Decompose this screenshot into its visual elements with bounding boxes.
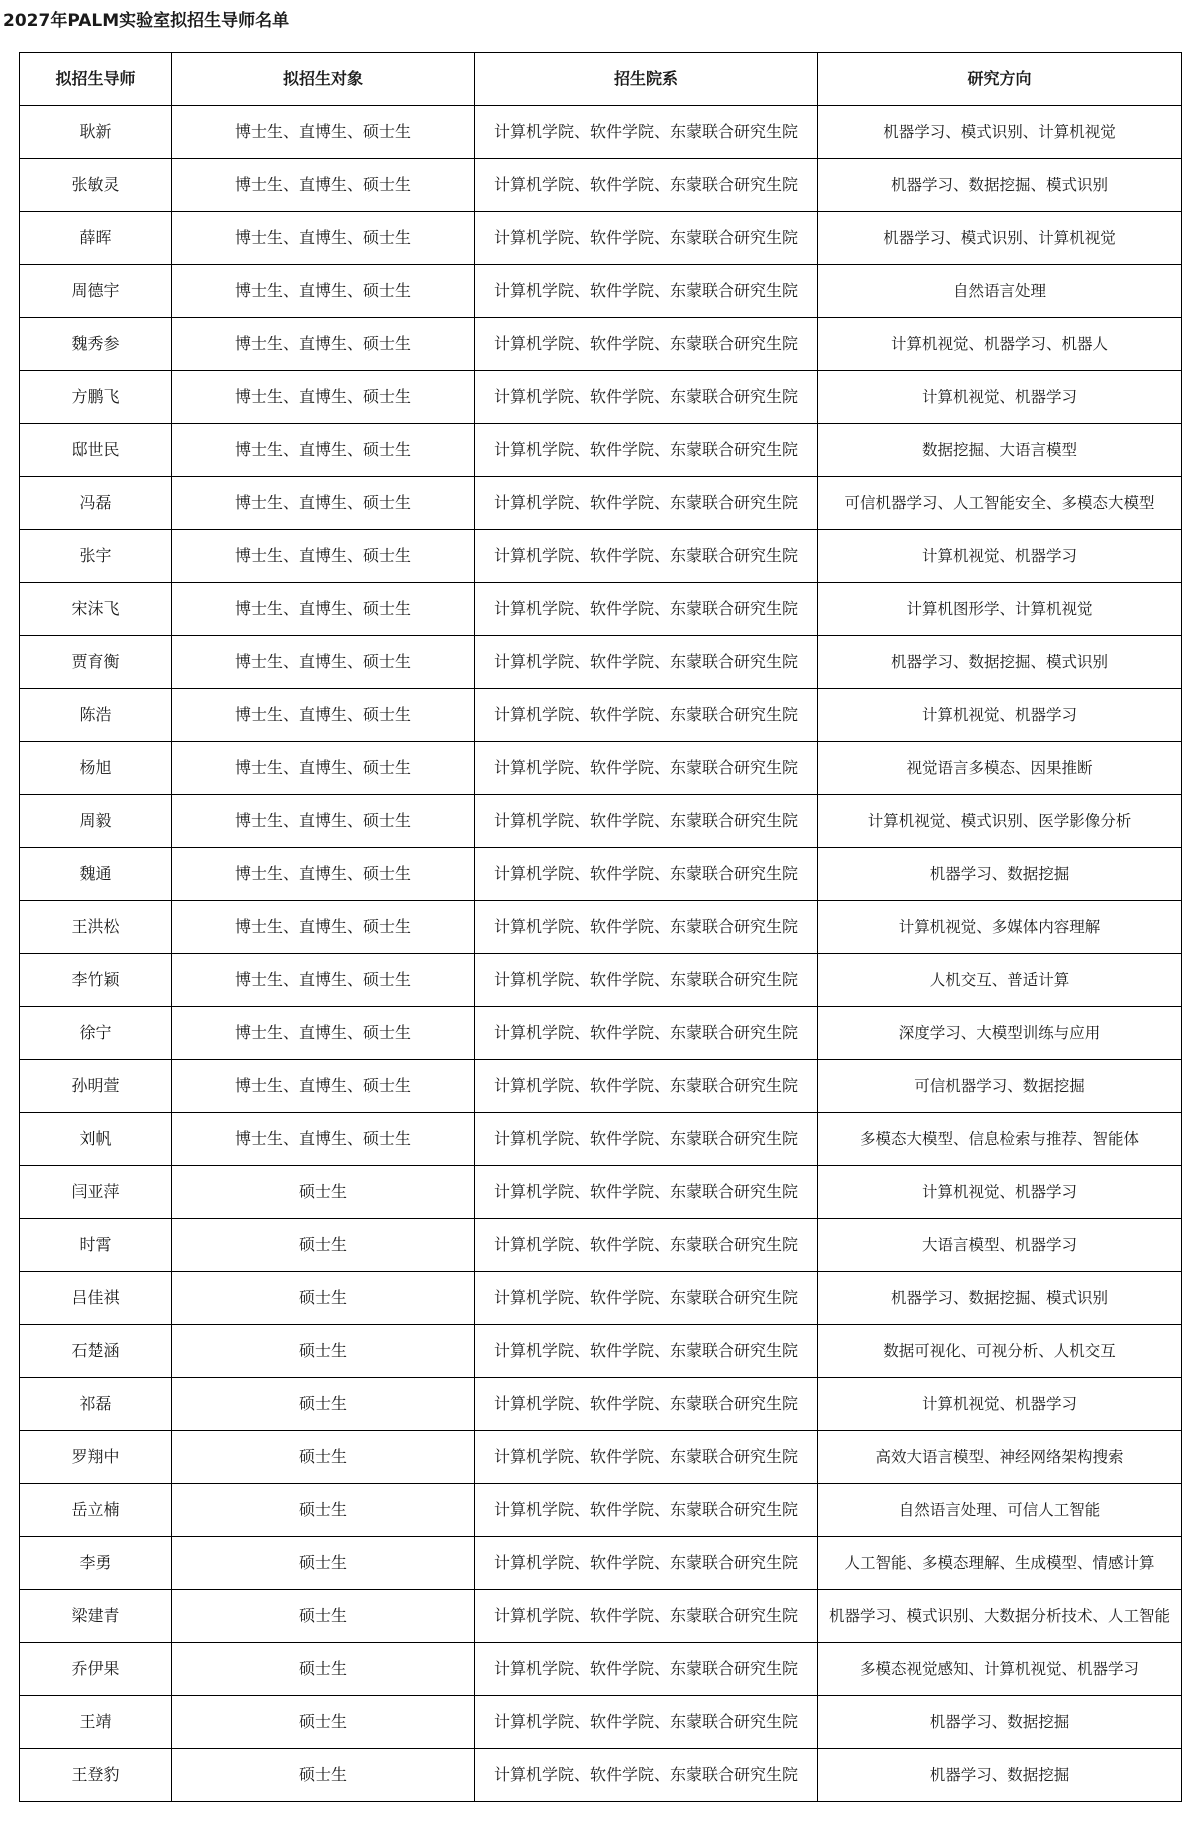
- cell-research-direction: 机器学习、模式识别、计算机视觉: [818, 212, 1182, 265]
- table-row: [20, 424, 1182, 477]
- cell-advisor-name: 吕佳祺: [20, 1272, 172, 1325]
- cell-advisor-name: 张敏灵: [20, 159, 172, 212]
- cell-department: 计算机学院、软件学院、东蒙联合研究生院: [475, 689, 818, 742]
- cell-department: 计算机学院、软件学院、东蒙联合研究生院: [475, 1325, 818, 1378]
- table-row: [20, 636, 1182, 689]
- cell-research-direction: 机器学习、数据挖掘、模式识别: [818, 1272, 1182, 1325]
- cell-student-type: 硕士生: [172, 1272, 475, 1325]
- table-row: [20, 1378, 1182, 1431]
- cell-research-direction: 高效大语言模型、神经网络架构搜索: [818, 1431, 1182, 1484]
- table-row: [20, 1060, 1182, 1113]
- cell-research-direction: 大语言模型、机器学习: [818, 1219, 1182, 1272]
- cell-advisor-name: 周德宇: [20, 265, 172, 318]
- cell-research-direction: 计算机视觉、机器学习、机器人: [818, 318, 1182, 371]
- cell-research-direction: 机器学习、数据挖掘: [818, 1696, 1182, 1749]
- cell-advisor-name: 贾育衡: [20, 636, 172, 689]
- cell-department: 计算机学院、软件学院、东蒙联合研究生院: [475, 848, 818, 901]
- header-research-direction: 研究方向: [818, 53, 1182, 106]
- cell-research-direction: 计算机视觉、多媒体内容理解: [818, 901, 1182, 954]
- cell-advisor-name: 张宇: [20, 530, 172, 583]
- cell-research-direction: 多模态视觉感知、计算机视觉、机器学习: [818, 1643, 1182, 1696]
- cell-advisor-name: 陈浩: [20, 689, 172, 742]
- cell-student-type: 博士生、直博生、硕士生: [172, 636, 475, 689]
- cell-student-type: 博士生、直博生、硕士生: [172, 689, 475, 742]
- cell-student-type: 博士生、直博生、硕士生: [172, 1060, 475, 1113]
- cell-advisor-name: 冯磊: [20, 477, 172, 530]
- cell-student-type: 博士生、直博生、硕士生: [172, 954, 475, 1007]
- cell-student-type: 博士生、直博生、硕士生: [172, 742, 475, 795]
- cell-research-direction: 人工智能、多模态理解、生成模型、情感计算: [818, 1537, 1182, 1590]
- cell-department: 计算机学院、软件学院、东蒙联合研究生院: [475, 1113, 818, 1166]
- cell-department: 计算机学院、软件学院、东蒙联合研究生院: [475, 1166, 818, 1219]
- cell-department: 计算机学院、软件学院、东蒙联合研究生院: [475, 742, 818, 795]
- table-row: [20, 1007, 1182, 1060]
- cell-advisor-name: 薛晖: [20, 212, 172, 265]
- cell-student-type: 硕士生: [172, 1749, 475, 1802]
- table-row: [20, 477, 1182, 530]
- cell-student-type: 硕士生: [172, 1378, 475, 1431]
- cell-department: 计算机学院、软件学院、东蒙联合研究生院: [475, 636, 818, 689]
- cell-student-type: 硕士生: [172, 1166, 475, 1219]
- cell-department: 计算机学院、软件学院、东蒙联合研究生院: [475, 1590, 818, 1643]
- cell-department: 计算机学院、软件学院、东蒙联合研究生院: [475, 1749, 818, 1802]
- cell-research-direction: 可信机器学习、人工智能安全、多模态大模型: [818, 477, 1182, 530]
- table-row: [20, 106, 1182, 159]
- cell-department: 计算机学院、软件学院、东蒙联合研究生院: [475, 795, 818, 848]
- cell-department: 计算机学院、软件学院、东蒙联合研究生院: [475, 583, 818, 636]
- cell-department: 计算机学院、软件学院、东蒙联合研究生院: [475, 106, 818, 159]
- cell-advisor-name: 李竹颖: [20, 954, 172, 1007]
- table-row: [20, 530, 1182, 583]
- cell-student-type: 博士生、直博生、硕士生: [172, 212, 475, 265]
- cell-student-type: 博士生、直博生、硕士生: [172, 477, 475, 530]
- cell-student-type: 博士生、直博生、硕士生: [172, 106, 475, 159]
- cell-advisor-name: 徐宁: [20, 1007, 172, 1060]
- table-row: [20, 1484, 1182, 1537]
- cell-research-direction: 自然语言处理、可信人工智能: [818, 1484, 1182, 1537]
- cell-department: 计算机学院、软件学院、东蒙联合研究生院: [475, 1484, 818, 1537]
- cell-student-type: 博士生、直博生、硕士生: [172, 530, 475, 583]
- cell-department: 计算机学院、软件学院、东蒙联合研究生院: [475, 901, 818, 954]
- cell-student-type: 博士生、直博生、硕士生: [172, 265, 475, 318]
- cell-research-direction: 机器学习、模式识别、大数据分析技术、人工智能: [818, 1590, 1182, 1643]
- table-row: [20, 1431, 1182, 1484]
- table-row: [20, 1113, 1182, 1166]
- cell-student-type: 博士生、直博生、硕士生: [172, 159, 475, 212]
- table-row: [20, 1590, 1182, 1643]
- cell-department: 计算机学院、软件学院、东蒙联合研究生院: [475, 424, 818, 477]
- header-row: [20, 53, 1182, 106]
- cell-department: 计算机学院、软件学院、东蒙联合研究生院: [475, 265, 818, 318]
- cell-advisor-name: 魏通: [20, 848, 172, 901]
- cell-student-type: 硕士生: [172, 1696, 475, 1749]
- cell-student-type: 硕士生: [172, 1537, 475, 1590]
- cell-advisor-name: 李勇: [20, 1537, 172, 1590]
- table-row: [20, 742, 1182, 795]
- cell-student-type: 硕士生: [172, 1590, 475, 1643]
- cell-advisor-name: 石楚涵: [20, 1325, 172, 1378]
- cell-department: 计算机学院、软件学院、东蒙联合研究生院: [475, 530, 818, 583]
- cell-research-direction: 计算机视觉、机器学习: [818, 1166, 1182, 1219]
- cell-research-direction: 计算机视觉、机器学习: [818, 689, 1182, 742]
- table-row: [20, 159, 1182, 212]
- cell-advisor-name: 魏秀参: [20, 318, 172, 371]
- cell-research-direction: 计算机视觉、机器学习: [818, 530, 1182, 583]
- cell-advisor-name: 祁磊: [20, 1378, 172, 1431]
- advisor-table: [19, 52, 1182, 1802]
- cell-research-direction: 计算机视觉、机器学习: [818, 1378, 1182, 1431]
- cell-advisor-name: 方鹏飞: [20, 371, 172, 424]
- cell-research-direction: 机器学习、数据挖掘: [818, 848, 1182, 901]
- cell-student-type: 硕士生: [172, 1643, 475, 1696]
- header-advisor: 拟招生导师: [20, 53, 172, 106]
- cell-advisor-name: 岳立楠: [20, 1484, 172, 1537]
- table-row: [20, 371, 1182, 424]
- cell-advisor-name: 梁建青: [20, 1590, 172, 1643]
- header-department: 招生院系: [475, 53, 818, 106]
- cell-research-direction: 自然语言处理: [818, 265, 1182, 318]
- table-row: [20, 583, 1182, 636]
- cell-advisor-name: 乔伊果: [20, 1643, 172, 1696]
- cell-research-direction: 视觉语言多模态、因果推断: [818, 742, 1182, 795]
- cell-department: 计算机学院、软件学院、东蒙联合研究生院: [475, 1537, 818, 1590]
- cell-advisor-name: 耿新: [20, 106, 172, 159]
- cell-department: 计算机学院、软件学院、东蒙联合研究生院: [475, 371, 818, 424]
- cell-advisor-name: 周毅: [20, 795, 172, 848]
- cell-research-direction: 机器学习、数据挖掘: [818, 1749, 1182, 1802]
- cell-student-type: 博士生、直博生、硕士生: [172, 424, 475, 477]
- table-row: [20, 212, 1182, 265]
- cell-research-direction: 深度学习、大模型训练与应用: [818, 1007, 1182, 1060]
- cell-student-type: 博士生、直博生、硕士生: [172, 1007, 475, 1060]
- cell-student-type: 博士生、直博生、硕士生: [172, 318, 475, 371]
- table-row: [20, 1749, 1182, 1802]
- table-row: [20, 1219, 1182, 1272]
- cell-department: 计算机学院、软件学院、东蒙联合研究生院: [475, 1007, 818, 1060]
- cell-research-direction: 人机交互、普适计算: [818, 954, 1182, 1007]
- table-row: [20, 1166, 1182, 1219]
- cell-department: 计算机学院、软件学院、东蒙联合研究生院: [475, 212, 818, 265]
- cell-advisor-name: 时霄: [20, 1219, 172, 1272]
- cell-advisor-name: 宋沫飞: [20, 583, 172, 636]
- cell-research-direction: 多模态大模型、信息检索与推荐、智能体: [818, 1113, 1182, 1166]
- cell-research-direction: 计算机视觉、机器学习: [818, 371, 1182, 424]
- cell-advisor-name: 王靖: [20, 1696, 172, 1749]
- cell-department: 计算机学院、软件学院、东蒙联合研究生院: [475, 1272, 818, 1325]
- table-row: [20, 1643, 1182, 1696]
- cell-department: 计算机学院、软件学院、东蒙联合研究生院: [475, 1431, 818, 1484]
- cell-advisor-name: 杨旭: [20, 742, 172, 795]
- table-row: [20, 901, 1182, 954]
- table-row: [20, 795, 1182, 848]
- cell-advisor-name: 邸世民: [20, 424, 172, 477]
- cell-research-direction: 计算机图形学、计算机视觉: [818, 583, 1182, 636]
- table-row: [20, 1272, 1182, 1325]
- cell-student-type: 硕士生: [172, 1219, 475, 1272]
- cell-advisor-name: 王登豹: [20, 1749, 172, 1802]
- cell-student-type: 博士生、直博生、硕士生: [172, 1113, 475, 1166]
- table-row: [20, 318, 1182, 371]
- cell-department: 计算机学院、软件学院、东蒙联合研究生院: [475, 1378, 818, 1431]
- cell-advisor-name: 闫亚萍: [20, 1166, 172, 1219]
- cell-research-direction: 数据可视化、可视分析、人机交互: [818, 1325, 1182, 1378]
- document-title: 2027年PALM实验室拟招生导师名单: [3, 11, 290, 31]
- table-row: [20, 265, 1182, 318]
- cell-student-type: 硕士生: [172, 1484, 475, 1537]
- cell-research-direction: 机器学习、模式识别、计算机视觉: [818, 106, 1182, 159]
- cell-department: 计算机学院、软件学院、东蒙联合研究生院: [475, 1696, 818, 1749]
- cell-advisor-name: 刘帆: [20, 1113, 172, 1166]
- cell-department: 计算机学院、软件学院、东蒙联合研究生院: [475, 1060, 818, 1113]
- cell-advisor-name: 王洪松: [20, 901, 172, 954]
- cell-student-type: 硕士生: [172, 1325, 475, 1378]
- cell-department: 计算机学院、软件学院、东蒙联合研究生院: [475, 159, 818, 212]
- cell-student-type: 硕士生: [172, 1431, 475, 1484]
- table-row: [20, 689, 1182, 742]
- cell-research-direction: 机器学习、数据挖掘、模式识别: [818, 159, 1182, 212]
- header-student-type: 拟招生对象: [172, 53, 475, 106]
- cell-research-direction: 可信机器学习、数据挖掘: [818, 1060, 1182, 1113]
- cell-research-direction: 数据挖掘、大语言模型: [818, 424, 1182, 477]
- table-body: [20, 106, 1182, 1802]
- cell-student-type: 博士生、直博生、硕士生: [172, 795, 475, 848]
- cell-student-type: 博士生、直博生、硕士生: [172, 583, 475, 636]
- table-row: [20, 1696, 1182, 1749]
- cell-advisor-name: 孙明萱: [20, 1060, 172, 1113]
- cell-department: 计算机学院、软件学院、东蒙联合研究生院: [475, 477, 818, 530]
- cell-research-direction: 计算机视觉、模式识别、医学影像分析: [818, 795, 1182, 848]
- table-header: [20, 53, 1182, 106]
- cell-student-type: 博士生、直博生、硕士生: [172, 371, 475, 424]
- cell-student-type: 博士生、直博生、硕士生: [172, 848, 475, 901]
- cell-department: 计算机学院、软件学院、东蒙联合研究生院: [475, 318, 818, 371]
- cell-department: 计算机学院、软件学院、东蒙联合研究生院: [475, 1643, 818, 1696]
- table-row: [20, 1537, 1182, 1590]
- table-row: [20, 1325, 1182, 1378]
- cell-department: 计算机学院、软件学院、东蒙联合研究生院: [475, 954, 818, 1007]
- table-row: [20, 848, 1182, 901]
- cell-research-direction: 机器学习、数据挖掘、模式识别: [818, 636, 1182, 689]
- cell-advisor-name: 罗翔中: [20, 1431, 172, 1484]
- cell-department: 计算机学院、软件学院、东蒙联合研究生院: [475, 1219, 818, 1272]
- cell-student-type: 博士生、直博生、硕士生: [172, 901, 475, 954]
- table-row: [20, 954, 1182, 1007]
